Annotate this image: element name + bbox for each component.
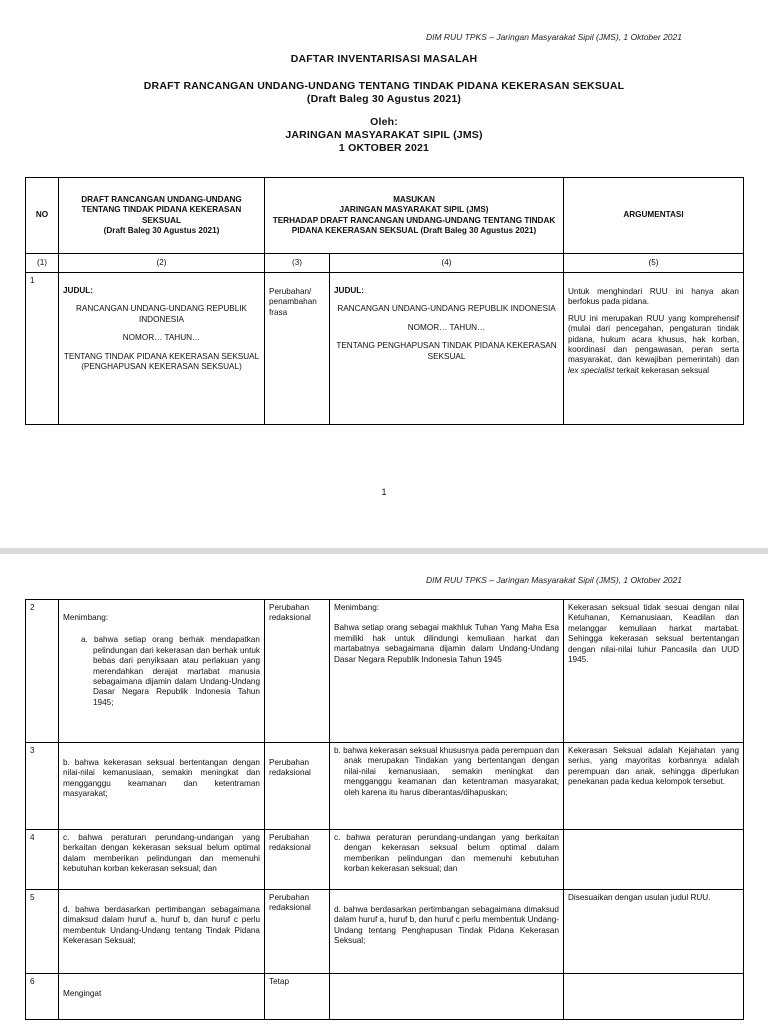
page-header-note: DIM RUU TPKS – Jaringan Masyarakat Sipil (JMS), 1 Oktober 2021	[425, 575, 682, 585]
draft-cell	[59, 974, 265, 1020]
judul-line: NOMOR… TAHUN…	[407, 322, 486, 332]
judul-line: TENTANG TINDAK PIDANA KEKERASAN SEKSUAL (PENGHAPUSAN KEKERASAN SEKSUAL)	[63, 351, 260, 372]
col-number: (3)	[265, 254, 330, 273]
menimbang-label: Menimbang:	[63, 613, 109, 622]
table-row	[26, 743, 744, 830]
row-number: 4	[26, 830, 59, 890]
masukan-text: b. bahwa kekerasan seksual khususnya pada perempuan dan anak merupakan Tindakan yang bertentangan dengan nilai-nilai kemanusiaan, semakin meningkat dan mengganggu keamanan dan ketentraman masyarakat, oleh karena itu harus diberantas/dihapuskan;	[334, 746, 559, 797]
masukan-cell	[330, 890, 564, 974]
col-number: (5)	[564, 254, 744, 273]
header-masukan-line: MASUKAN	[393, 194, 435, 204]
draft-cell: c. bahwa peraturan perundang-undangan yang berkaitan dengan kekerasan seksual belum optimal dalam memberikan pelindungan dan memenuhi kebutuhan korban kekerasan seksual; dan	[59, 830, 265, 890]
change-type: Tetap	[265, 974, 330, 1020]
col-number: (1)	[26, 254, 59, 273]
page-number: 1	[381, 487, 387, 497]
header-no: NO	[26, 178, 59, 254]
column-number-row	[26, 254, 744, 273]
argumentasi-cell	[564, 273, 744, 425]
argumentasi-text: Untuk menghindari RUU ini hanya akan berfokus pada pidana.	[568, 287, 739, 307]
row-number: 6	[26, 974, 59, 1020]
title-line: JARINGAN MASYARAKAT SIPIL (JMS)	[285, 129, 483, 141]
draft-cell	[59, 600, 265, 743]
document-page-2	[0, 554, 768, 1024]
col-number: (2)	[59, 254, 265, 273]
table-row	[26, 890, 744, 974]
masukan-text: d. bahwa berdasarkan pertimbangan sebagaimana dimaksud dalam huruf a, huruf b, dan huruf c perlu membentuk Undang-Undang tentang Penghapusan Tindak Pidana Kekerasan Seksual;	[334, 905, 559, 946]
header-masukan	[265, 178, 564, 254]
masukan-cell	[330, 600, 564, 743]
argumentasi-cell	[564, 974, 744, 1020]
dim-table-page1	[25, 177, 744, 425]
judul-line: RANCANGAN UNDANG-UNDANG REPUBLIK INDONESIA	[337, 304, 556, 314]
row-number: 1	[26, 273, 59, 425]
draft-cell	[59, 890, 265, 974]
change-type	[265, 743, 330, 830]
change-type: Perubahan redaksional	[265, 830, 330, 890]
row-number: 2	[26, 600, 59, 743]
argumentasi-text-part: RUU ini merupakan RUU yang komprehensif (mulai dari pencegahan, pengaturan tindak pidana, hukum acara khusus, hak korban, koordinasi dan pengawasan, peran serta masyarakat, dan kewajiban pemerintah) dan	[568, 313, 739, 365]
title-line: DRAFT RANCANGAN UNDANG-UNDANG TENTANG TINDAK PIDANA KEKERASAN SEKSUAL	[143, 80, 625, 92]
menimbang-label: Menimbang:	[334, 603, 380, 612]
draft-text: a. bahwa setiap orang berhak mendapatkan pelindungan dari kekerasan dan berhak untuk bebas dari penyiksaan atau perlakuan yang merendahkan derajat martabat manusia sebagaimana dijamin dalam Undang-Undang Dasar Negara Republik Indonesia Tahun 1945;	[81, 635, 260, 707]
header-masukan-line: TERHADAP DRAFT RANCANGAN UNDANG-UNDANG TENTANG TINDAK PIDANA KEKERASAN SEKSUAL (Draft Baleg 30 Agustus 2021)	[272, 215, 556, 235]
masukan-cell	[330, 974, 564, 1020]
draft-text: b. bahwa kekerasan seksual bertentangan dengan nilai-nilai kemanusiaan, semakin meningkat dan mengganggu keamanan dan ketentraman masyarakat;	[63, 758, 260, 799]
title-line: Oleh:	[370, 116, 398, 128]
change-type: Perubahan redaksional	[265, 890, 330, 974]
title-line: (Draft Baleg 30 Agustus 2021)	[306, 93, 462, 105]
argumentasi-cell: Kekerasan seksual tidak sesuai dengan nilai Ketuhanan, Kemanusiaan, Keadilan dan melanggar kemuliaan harkat martabat. Sehingga kekerasan seksual bertentangan dengan nilai-nilai luhur Pancasila dan UUD 1945.	[564, 600, 744, 743]
row-number: 5	[26, 890, 59, 974]
mengingat-label: Mengingat	[63, 989, 102, 998]
page-header-note: DIM RUU TPKS – Jaringan Masyarakat Sipil (JMS), 1 Oktober 2021	[425, 32, 682, 42]
argumentasi-cell	[564, 830, 744, 890]
judul-label: JUDUL:	[334, 286, 365, 295]
draft-text: d. bahwa berdasarkan pertimbangan sebagaimana dimaksud dalam huruf a, huruf b, dan huruf c perlu membentuk Undang-Undang tentang Tindak Pidana Kekerasan Seksual;	[63, 905, 260, 946]
judul-line: RANCANGAN UNDANG-UNDANG REPUBLIK INDONESIA	[75, 304, 248, 324]
col-number: (4)	[330, 254, 564, 273]
row-number: 3	[26, 743, 59, 830]
table-row	[26, 830, 744, 890]
header-draft	[59, 178, 265, 254]
draft-cell	[59, 743, 265, 830]
title-line: 1 OKTOBER 2021	[338, 142, 430, 154]
change-type: Perubahan/ penambahan frasa	[265, 273, 330, 425]
draft-cell	[59, 273, 265, 425]
table-row	[26, 600, 744, 743]
document-title	[0, 53, 768, 155]
argumentasi-cell: Kekerasan Seksual adalah Kejahatan yang serius, yang mayoritas korbannya adalah perempuan dan anak. sehingga diperlukan penekanan pada kedua kelompok tersebut.	[564, 743, 744, 830]
judul-line: NOMOR… TAHUN…	[122, 333, 201, 343]
table-row	[26, 974, 744, 1020]
masukan-text: c. bahwa peraturan perundang-undangan yang berkaitan dengan kekerasan seksual belum optimal dalam memberikan pelindungan dan memenuhi kebutuhan korban kekerasan seksual; dan	[334, 833, 559, 874]
header-argumentasi: ARGUMENTASI	[564, 178, 744, 254]
change-type: Perubahan redaksional	[265, 600, 330, 743]
masukan-text: Bahwa setiap orang sebagai makhluk Tuhan Yang Maha Esa memiliki hak untuk dilindungi kemuliaan harkat dan martabatnya sebagaimana dijamin dalam Undang-Undang Dasar Negara Republik Indonesia Tahun 1945	[334, 623, 559, 664]
argumentasi-text-part: terkait kekerasan seksual	[616, 365, 710, 375]
masukan-cell	[330, 743, 564, 830]
dim-table-page2	[25, 599, 744, 1020]
title-line: DAFTAR INVENTARISASI MASALAH	[290, 53, 478, 65]
change-type-text: Perubahan redaksional	[269, 758, 311, 778]
header-draft-sub: (Draft Baleg 30 Agustus 2021)	[103, 225, 220, 235]
table-row	[26, 273, 744, 425]
argumentasi-cell: Disesuaikan dengan usulan judul RUU.	[564, 890, 744, 974]
argumentasi-italic-term: lex specialist	[568, 365, 615, 375]
judul-label: JUDUL:	[63, 286, 94, 295]
argumentasi-text	[568, 314, 739, 376]
header-masukan-line: JARINGAN MASYARAKAT SIPIL (JMS)	[339, 205, 489, 215]
masukan-cell	[330, 830, 564, 890]
header-draft-text: DRAFT RANCANGAN UNDANG-UNDANG TENTANG TINDAK PIDANA KEKERASAN SEKSUAL	[81, 194, 242, 225]
judul-line: TENTANG PENGHAPUSAN TINDAK PIDANA KEKERASAN SEKSUAL	[336, 341, 557, 361]
table-header-row	[26, 178, 744, 254]
masukan-cell	[330, 273, 564, 425]
